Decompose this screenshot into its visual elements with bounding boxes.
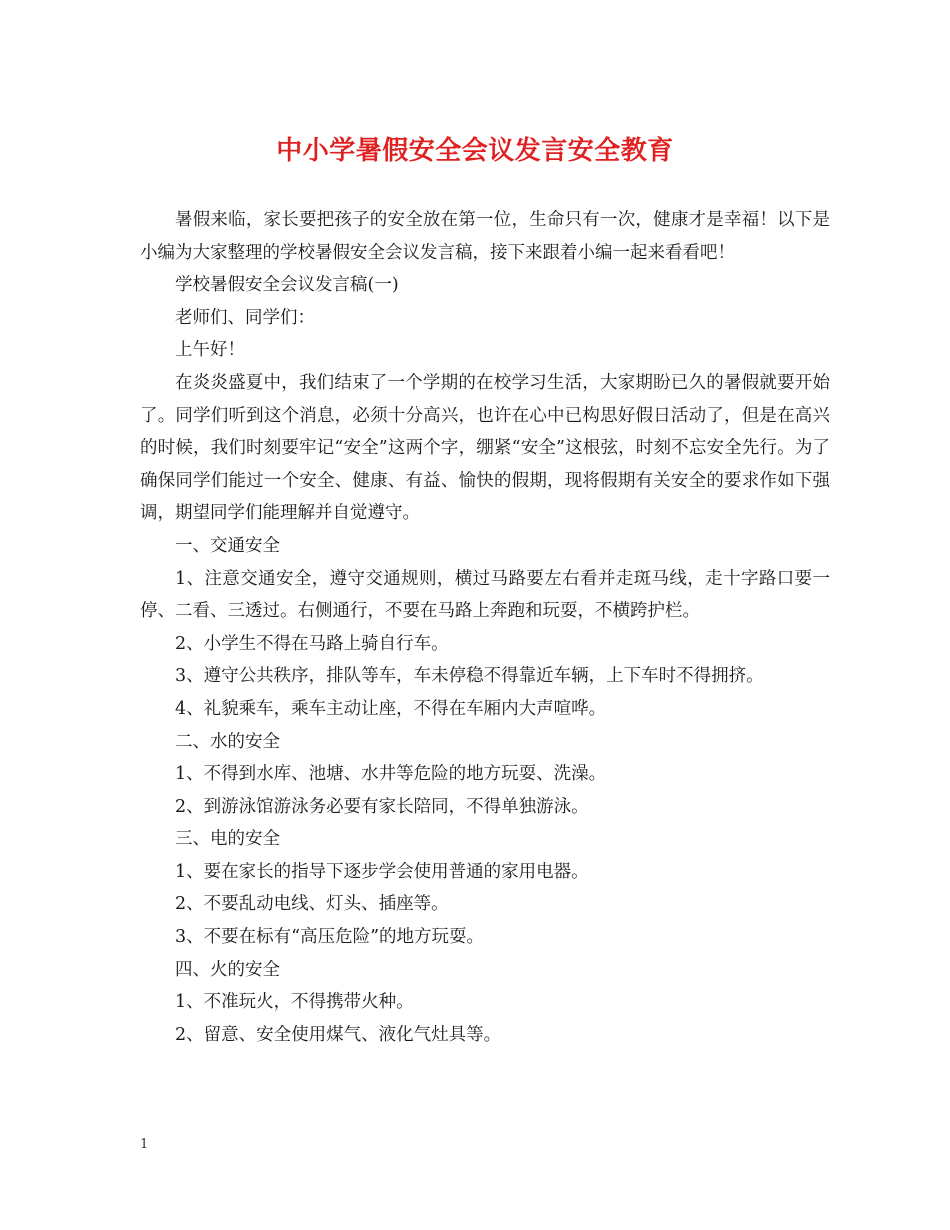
list-item: 1、不准玩火，不得携带火种。 [175,992,414,1013]
paragraph-intro: 暑假来临，家长要把孩子的安全放在第一位，生命只有一次，健康才是幸福！以下是小编为大家整理的学校暑假安全会议发言稿，接下来跟着小编一起来看看吧！ [140,210,830,263]
list-item: 4、礼貌乘车，乘车主动让座，不得在车厢内大声喧哗。 [175,698,607,719]
paragraph-opening: 在炎炎盛夏中，我们结束了一个学期的在校学习生活，大家期盼已久的暑假就要开始了。同学们听到这个消息，必须十分高兴，也许在心中已构思好假日活动了，但是在高兴的时候，我们时刻要牢记“安全”这两个字，绷紧“安全”这根弦，时刻不忘安全先行。为了确保同学们能过一个安全、健康、有益、愉快的假期，现将假期有关安全的要求作如下强调，期望同学们能理解并自觉遵守。 [140,372,830,524]
list-item: 1、不得到水库、池塘、水井等危险的地方玩耍、洗澡。 [175,764,607,785]
section-heading-water: 二、水的安全 [175,731,280,752]
paragraph-salutation: 老师们、同学们： [175,307,315,328]
section-heading-fire: 四、火的安全 [175,959,280,980]
page-number: 1 [140,1137,149,1152]
list-item: 2、小学生不得在马路上骑自行车。 [175,633,449,654]
section-heading-electric: 三、电的安全 [175,829,280,850]
list-item: 2、留意、安全使用煤气、液化气灶具等。 [175,1024,502,1045]
section-heading-traffic: 一、交通安全 [175,535,280,556]
document-title: 中小学暑假安全会议发言安全教育 [276,136,674,166]
list-item: 1、注意交通安全，遵守交通规则，横过马路要左右看并走斑马线，走十字路口要一停、二看、三透过。右侧通行，不要在马路上奔跑和玩耍，不横跨护栏。 [140,568,830,622]
list-item: 2、不要乱动电线、灯头、插座等。 [175,894,449,915]
list-item: 3、遵守公共秩序，排队等车，车未停稳不得靠近车辆，上下车时不得拥挤。 [175,666,764,687]
list-item: 1、要在家长的指导下逐步学会使用普通的家用电器。 [175,861,589,882]
list-item: 3、不要在标有“高压危险”的地方玩耍。 [175,927,485,948]
paragraph-greeting: 上午好！ [175,340,245,361]
document-body [140,204,830,1051]
list-item: 2、到游泳馆游泳务必要有家长陪同，不得单独游泳。 [175,796,589,817]
paragraph-speech-heading: 学校暑假安全会议发言稿(一) [175,275,399,296]
